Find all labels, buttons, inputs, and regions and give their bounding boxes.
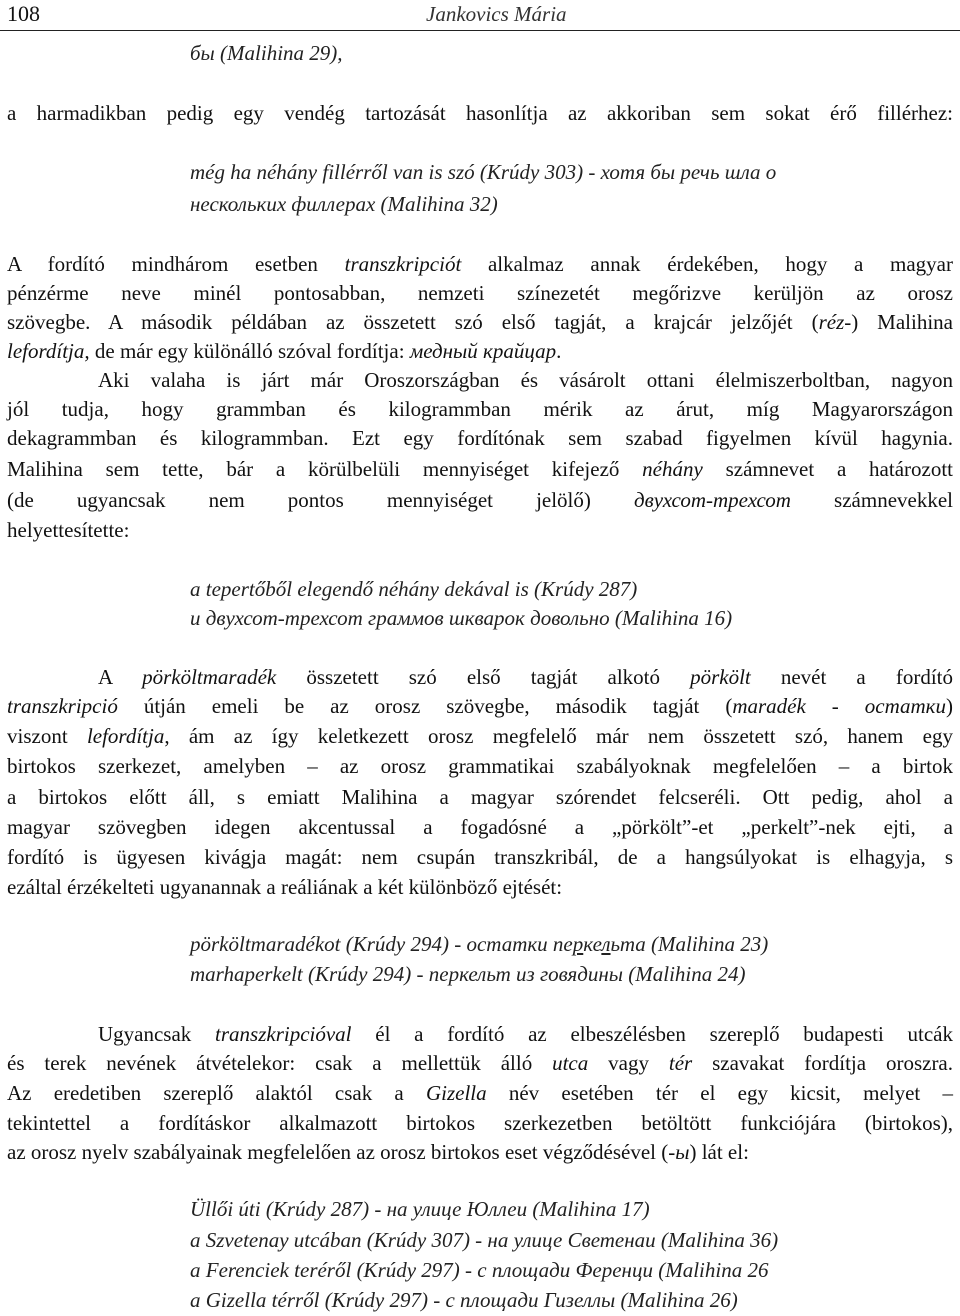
text-line: pénzérme neve minél pontosabban, nemzeti színezetét megőrizve kerüljön az orosz bbox=[7, 281, 953, 305]
text-line: a birtokos előtt áll, s emiatt Malihina a magyar szórendet felcseréli. Ott pedig, ahol a bbox=[7, 785, 953, 809]
quote-line: még ha néhány fillérről van is szó (Krúdy 303) - хотя бы речь шла о bbox=[190, 160, 777, 184]
text-line: tekintettel a fordításkor alkalmazott birtokos szerkezetben betöltött funkciójára (birtokos), bbox=[7, 1111, 953, 1135]
running-head: Jankovics Mária bbox=[426, 2, 567, 26]
text-line: Malihina sem tette, bár a körülbelüli mennyiséget kifejező néhány számnevet a határozott bbox=[7, 457, 954, 481]
quote-line: Üllői úti (Krúdy 287) - на улице Юллеи (Malihina 17) bbox=[190, 1197, 650, 1221]
text-line: viszont lefordítja, ám az így keletkezett orosz megfelelő már nem összetett szó, hanem egy bbox=[7, 724, 953, 748]
text-line: az orosz nyelv szabályainak megfelelően az orosz birtokos eset végződésével (-ы) lát el: bbox=[7, 1140, 749, 1164]
quote-line: a Szvetenay utcában (Krúdy 307) - на улице Светенаи (Malihina 36) bbox=[190, 1228, 779, 1252]
quote-line: a Gizella térről (Krúdy 297) - с площади Гизеллы (Malihina 26) bbox=[190, 1288, 738, 1312]
quote-line: a Ferenciek teréről (Krúdy 297) - с площади Ференци (Malihina 26 bbox=[190, 1258, 769, 1282]
text-line: ezáltal érzékelteti ugyanannak a reáliának a két különböző ejtését: bbox=[7, 875, 563, 899]
text-line: szövegbe. A második példában az összetett szó első tagját, a krajcár jelzőjét (réz-) Malihina bbox=[7, 310, 953, 334]
text-line: A pörköltmaradék összetett szó első tagját alkotó pörkölt nevét a fordító bbox=[98, 665, 953, 689]
text-line: helyettesítette: bbox=[7, 518, 130, 542]
text-line: transzkripció útján emeli be az orosz szövegbe, második tagját (maradék - остатки) bbox=[7, 694, 953, 718]
text-line: lefordítja, de már egy különálló szóval fordítja: медный крайцар. bbox=[7, 339, 562, 363]
quote-line: pörköltmaradékot (Krúdy 294) - остатки перкельта (Malihina 23) bbox=[190, 932, 769, 956]
text-line: birtokos szerkezet, amelyben – az orosz grammatikai szabályoknak megfelelően – a birtok bbox=[7, 754, 953, 778]
quote-line: нескольких филлерах (Malihina 32) bbox=[190, 192, 498, 216]
text-line: magyar szövegben idegen akcentussal a fogadósné a „pörkölt”-et „perkelt”-nek ejti, a bbox=[7, 815, 953, 839]
text-line: fordító is ügyesen kivágja magát: nem csupán transzkribál, de a hangsúlyokat is elhagyja, s bbox=[7, 845, 953, 869]
text-line: jól tudja, hogy grammban és kilogrammban mérik az árut, míg Magyarországon bbox=[7, 397, 953, 421]
quote-line: a tepertőből elegendő néhány dekával is (Krúdy 287) bbox=[190, 577, 638, 601]
text-line: A fordító mindhárom esetben transzkripciót alkalmaz annak érdekében, hogy a magyar bbox=[7, 252, 954, 276]
quote-line: бы (Malihina 29), bbox=[190, 41, 343, 65]
text-line: Ugyancsak transzkripcióval él a fordító az elbeszélésben szereplő budapesti utcák bbox=[98, 1022, 953, 1046]
quote-line: marhaperkelt (Krúdy 294) - перкельт из говядины (Malihina 24) bbox=[190, 962, 746, 986]
text-line: Aki valaha is járt már Oroszországban és vásárolt ottani élelmiszerboltban, nagyon bbox=[98, 368, 953, 392]
quote-line: и двухсот-трехсот граммов шкварок довольно (Malihina 16) bbox=[190, 606, 733, 630]
page-header bbox=[0, 0, 960, 31]
text-line: Az eredetiben szereplő alaktól csak a Gizella név esetében tér el egy kicsit, melyet – bbox=[7, 1081, 953, 1105]
text-line: és terek nevének átvételekor: csak a mellettük álló utca vagy tér szavakat fordítja oroszra. bbox=[7, 1051, 954, 1075]
text-line: dekagrammban és kilogrammban. Ezt egy fordítónak sem szabad figyelmen kívül hagynia. bbox=[7, 426, 953, 450]
text-line: a harmadikban pedig egy vendég tartozását hasonlítja az akkoriban sem sokat érő fillérhez: bbox=[7, 101, 953, 125]
page-number: 108 bbox=[7, 1, 40, 26]
text-line: (de ugyancsak nem pontos mennyiséget jelölő) двухсот-трехсот számnevekkel bbox=[7, 488, 953, 512]
